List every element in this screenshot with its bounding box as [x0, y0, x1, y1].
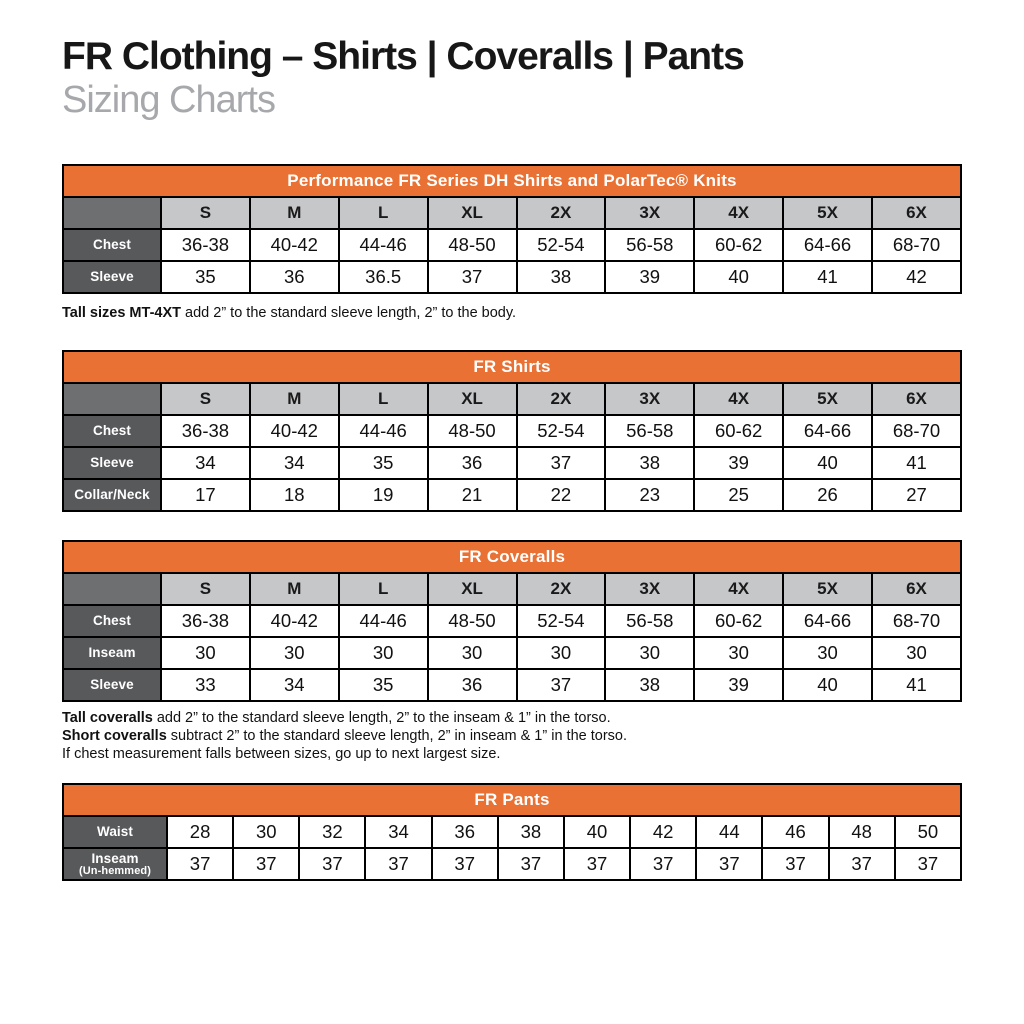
value-cell: 30 [161, 637, 250, 669]
size-header-xl: XL [428, 573, 517, 605]
size-header-s: S [161, 197, 250, 229]
value-cell: 37 [517, 447, 606, 479]
value-cell: 36 [428, 447, 517, 479]
value-cell: 37 [299, 848, 365, 880]
row-sublabel: (Un-hemmed) [79, 864, 151, 877]
value-cell: 40 [783, 447, 872, 479]
value-cell: 34 [161, 447, 250, 479]
value-cell: 60-62 [694, 229, 783, 261]
value-cell: 37 [895, 848, 961, 880]
performance-fr-series-grid [62, 164, 962, 294]
fr-shirts-title-bar: FR Shirts [63, 351, 961, 383]
value-cell: 68-70 [872, 415, 961, 447]
size-header-5x: 5X [783, 197, 872, 229]
value-cell: 35 [339, 669, 428, 701]
value-cell: 68-70 [872, 229, 961, 261]
value-cell: 30 [339, 637, 428, 669]
value-cell: 32 [299, 816, 365, 848]
value-cell: 38 [517, 261, 606, 293]
value-cell: 39 [694, 447, 783, 479]
value-cell: 37 [365, 848, 431, 880]
value-cell: 52-54 [517, 605, 606, 637]
value-cell: 30 [428, 637, 517, 669]
note-short-coveralls [62, 727, 962, 745]
size-header-l: L [339, 383, 428, 415]
value-cell: 40-42 [250, 605, 339, 637]
value-cell: 64-66 [783, 229, 872, 261]
value-cell: 44-46 [339, 415, 428, 447]
size-header-6x: 6X [872, 573, 961, 605]
value-cell: 48-50 [428, 415, 517, 447]
page-title: FR Clothing – Shirts | Coveralls | Pants [62, 35, 744, 78]
value-cell: 52-54 [517, 229, 606, 261]
note-tall-coveralls-text: add 2” to the standard sleeve length, 2” to the inseam & 1” in the torso. [152, 709, 611, 726]
size-header-2x: 2X [517, 573, 606, 605]
value-cell: 68-70 [872, 605, 961, 637]
value-cell: 22 [517, 479, 606, 511]
value-cell: 36-38 [161, 605, 250, 637]
note-tall-sizes-text: add 2” to the standard sleeve length, 2” to the body. [181, 304, 517, 321]
value-cell: 44 [696, 816, 762, 848]
size-header-4x: 4X [694, 197, 783, 229]
value-cell: 28 [167, 816, 233, 848]
fr-shirts-grid [62, 350, 962, 512]
value-cell: 44-46 [339, 229, 428, 261]
row-label-inseam: Inseam (Un-hemmed) [63, 848, 167, 880]
value-cell: 48 [829, 816, 895, 848]
value-cell: 37 [233, 848, 299, 880]
value-cell: 44-46 [339, 605, 428, 637]
performance-fr-series-title-bar: Performance FR Series DH Shirts and PolarTec® Knits [63, 165, 961, 197]
size-header-m: M [250, 573, 339, 605]
note-tall-sizes [62, 304, 962, 322]
fr-pants-grid [62, 783, 962, 881]
size-header-m: M [250, 197, 339, 229]
value-cell: 35 [161, 261, 250, 293]
value-cell: 37 [167, 848, 233, 880]
value-cell: 36 [428, 669, 517, 701]
value-cell: 30 [783, 637, 872, 669]
corner-cell [63, 197, 161, 229]
value-cell: 35 [339, 447, 428, 479]
size-header-3x: 3X [605, 197, 694, 229]
size-header-xl: XL [428, 383, 517, 415]
note-chest-measurement [62, 745, 962, 763]
value-cell: 33 [161, 669, 250, 701]
size-header-6x: 6X [872, 197, 961, 229]
value-cell: 64-66 [783, 415, 872, 447]
value-cell: 38 [605, 669, 694, 701]
value-cell: 25 [694, 479, 783, 511]
fr-coveralls-title-bar: FR Coveralls [63, 541, 961, 573]
value-cell: 60-62 [694, 415, 783, 447]
row-label-collar-neck: Collar/Neck [63, 479, 161, 511]
note-tall-coveralls-bold: Tall coveralls [62, 709, 153, 726]
row-label-sleeve: Sleeve [63, 447, 161, 479]
size-header-2x: 2X [517, 197, 606, 229]
value-cell: 56-58 [605, 415, 694, 447]
size-header-s: S [161, 383, 250, 415]
value-cell: 38 [605, 447, 694, 479]
value-cell: 41 [872, 669, 961, 701]
value-cell: 37 [564, 848, 630, 880]
row-label-chest: Chest [63, 229, 161, 261]
value-cell: 52-54 [517, 415, 606, 447]
value-cell: 30 [250, 637, 339, 669]
coveralls-notes [62, 709, 962, 763]
value-cell: 50 [895, 816, 961, 848]
value-cell: 34 [250, 447, 339, 479]
fr-shirts-table [62, 350, 962, 512]
size-header-2x: 2X [517, 383, 606, 415]
value-cell: 36.5 [339, 261, 428, 293]
value-cell: 30 [517, 637, 606, 669]
value-cell: 30 [872, 637, 961, 669]
value-cell: 38 [498, 816, 564, 848]
value-cell: 40 [694, 261, 783, 293]
size-header-5x: 5X [783, 573, 872, 605]
value-cell: 27 [872, 479, 961, 511]
value-cell: 30 [605, 637, 694, 669]
fr-pants-table [62, 783, 962, 881]
value-cell: 23 [605, 479, 694, 511]
value-cell: 21 [428, 479, 517, 511]
value-cell: 37 [630, 848, 696, 880]
page-subtitle: Sizing Charts [62, 79, 275, 122]
row-label-inseam: Inseam [63, 637, 161, 669]
size-header-xl: XL [428, 197, 517, 229]
value-cell: 40-42 [250, 415, 339, 447]
corner-cell [63, 383, 161, 415]
value-cell: 17 [161, 479, 250, 511]
value-cell: 41 [872, 447, 961, 479]
value-cell: 39 [694, 669, 783, 701]
value-cell: 37 [762, 848, 828, 880]
note-short-coveralls-bold: Short coveralls [62, 727, 167, 744]
performance-fr-series-table [62, 164, 962, 294]
value-cell: 18 [250, 479, 339, 511]
value-cell: 40 [783, 669, 872, 701]
value-cell: 26 [783, 479, 872, 511]
value-cell: 39 [605, 261, 694, 293]
value-cell: 64-66 [783, 605, 872, 637]
value-cell: 48-50 [428, 229, 517, 261]
value-cell: 60-62 [694, 605, 783, 637]
value-cell: 56-58 [605, 605, 694, 637]
value-cell: 42 [630, 816, 696, 848]
value-cell: 30 [694, 637, 783, 669]
size-header-6x: 6X [872, 383, 961, 415]
row-label-chest: Chest [63, 605, 161, 637]
fr-pants-title-bar: FR Pants [63, 784, 961, 816]
row-label-waist: Waist [63, 816, 167, 848]
value-cell: 41 [783, 261, 872, 293]
size-header-4x: 4X [694, 383, 783, 415]
size-header-l: L [339, 573, 428, 605]
value-cell: 36 [432, 816, 498, 848]
size-header-3x: 3X [605, 383, 694, 415]
value-cell: 34 [365, 816, 431, 848]
value-cell: 42 [872, 261, 961, 293]
note-short-coveralls-text: subtract 2” to the standard sleeve length, 2” in inseam & 1” in the torso. [166, 727, 627, 744]
value-cell: 36-38 [161, 229, 250, 261]
size-header-3x: 3X [605, 573, 694, 605]
value-cell: 36-38 [161, 415, 250, 447]
note-tall-coveralls [62, 709, 962, 727]
value-cell: 34 [250, 669, 339, 701]
size-header-l: L [339, 197, 428, 229]
value-cell: 19 [339, 479, 428, 511]
value-cell: 48-50 [428, 605, 517, 637]
note-chest-measurement-text: If chest measurement falls between sizes, go up to next largest size. [62, 745, 501, 762]
value-cell: 37 [696, 848, 762, 880]
note-tall-sizes-bold: Tall sizes MT-4XT [62, 304, 181, 321]
fr-coveralls-grid [62, 540, 962, 702]
value-cell: 37 [829, 848, 895, 880]
value-cell: 56-58 [605, 229, 694, 261]
row-label-sleeve: Sleeve [63, 261, 161, 293]
value-cell: 46 [762, 816, 828, 848]
value-cell: 37 [432, 848, 498, 880]
value-cell: 36 [250, 261, 339, 293]
size-header-4x: 4X [694, 573, 783, 605]
corner-cell [63, 573, 161, 605]
row-label-chest: Chest [63, 415, 161, 447]
value-cell: 40 [564, 816, 630, 848]
value-cell: 37 [498, 848, 564, 880]
fr-coveralls-table [62, 540, 962, 702]
row-label-sleeve: Sleeve [63, 669, 161, 701]
value-cell: 37 [517, 669, 606, 701]
size-header-5x: 5X [783, 383, 872, 415]
value-cell: 30 [233, 816, 299, 848]
size-header-s: S [161, 573, 250, 605]
value-cell: 40-42 [250, 229, 339, 261]
value-cell: 37 [428, 261, 517, 293]
size-header-m: M [250, 383, 339, 415]
